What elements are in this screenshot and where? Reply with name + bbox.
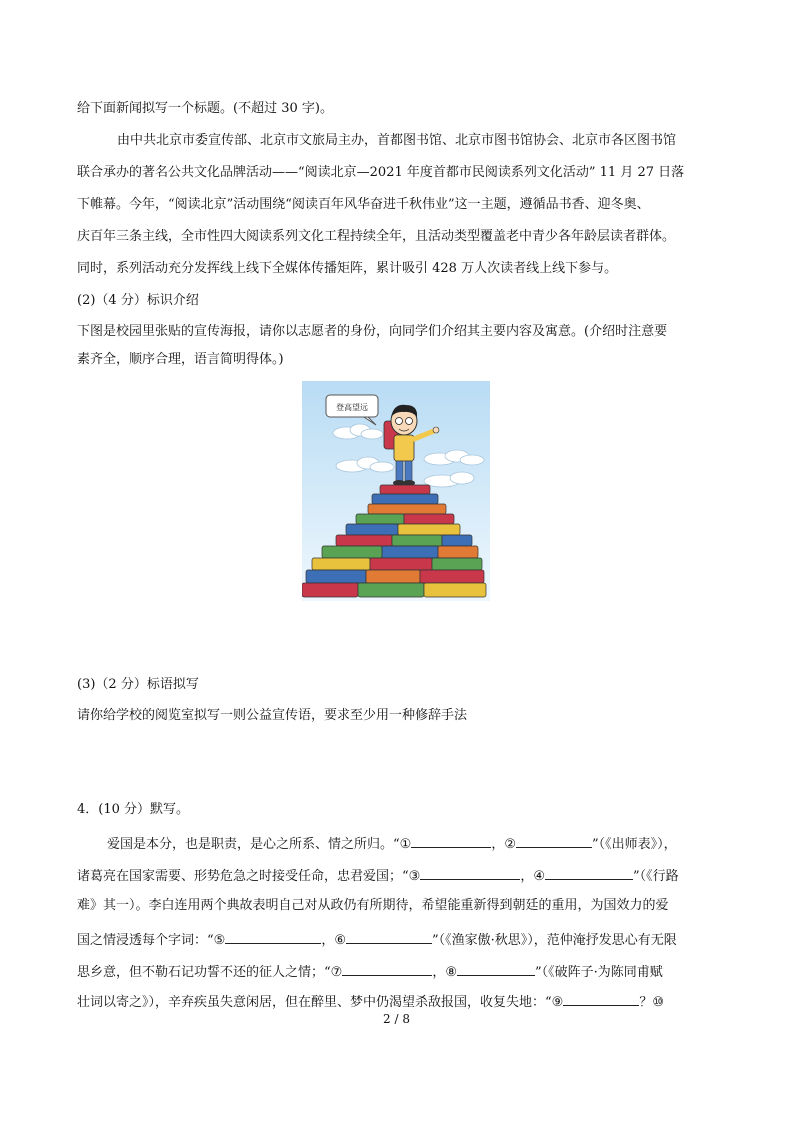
q4-heading: 4．(10 分）默写。	[77, 802, 190, 817]
q4-line-1	[107, 833, 677, 854]
answer-blank-7[interactable]	[342, 961, 432, 976]
answer-blank-8[interactable]	[457, 961, 535, 976]
q4-text: 爱国是本分，也是职责，是心之所系、情之所归。“	[107, 837, 400, 852]
answer-blank-9[interactable]	[563, 991, 639, 1006]
page-number: 2 / 8	[383, 1012, 410, 1026]
news-paragraph-line: 由中共北京市委宣传部、北京市文旅局主办，首都图书馆、北京市图书馆协会、北京市各区图书馆	[117, 133, 677, 148]
answer-blank-1[interactable]	[411, 833, 491, 848]
q4-text: ？	[639, 995, 653, 1010]
blank-number: ⑧	[445, 965, 457, 980]
q4-line-5	[77, 961, 663, 982]
blank-number: ③	[408, 869, 421, 884]
blank-number: ⑩	[652, 995, 664, 1010]
blank-number: ⑥	[334, 933, 346, 948]
q4-line-2	[77, 865, 679, 886]
q4-text: ，	[321, 933, 335, 948]
q4-text: ”（《破阵子·为陈同甫赋	[534, 965, 663, 980]
answer-blank-5[interactable]	[225, 929, 321, 944]
news-paragraph-line: 下帷幕。今年，“阅读北京”活动围绕“阅读百年风华奋进千秋伟业”这一主题，遵循品书香、迎冬奥、	[77, 197, 650, 212]
blank-number: ①	[399, 837, 412, 852]
news-paragraph-line: 联合承办的著名公共文化品牌活动——“阅读北京—2021 年度首都市民阅读系列文化活动” 11 月 27 日落	[77, 165, 685, 180]
q4-text: ，	[491, 837, 505, 852]
q4-text: ，	[520, 869, 534, 884]
q4-line-4	[77, 929, 677, 950]
answer-blank-6[interactable]	[346, 929, 432, 944]
q2-heading: (2)（4 分）标识介绍	[77, 293, 199, 308]
blank-number: ⑤	[213, 933, 226, 948]
q3-heading: (3)（2 分）标语拟写	[77, 677, 199, 692]
answer-blank-4[interactable]	[545, 865, 633, 880]
q4-text: 国之情浸透每个字词：“	[77, 933, 214, 948]
blank-number: ④	[533, 869, 545, 884]
poster-image	[302, 381, 490, 601]
q4-text: 诸葛亮在国家需要、形势危急之时接受任命，忠君爱国；“	[77, 869, 409, 884]
blank-number: ②	[504, 837, 516, 852]
q2-instruction: 素齐全，顺序合理，语言简明得体。)	[77, 352, 284, 367]
answer-blank-3[interactable]	[420, 865, 520, 880]
q3-instruction: 请你给学校的阅览室拟写一则公益宣传语，要求至少用一种修辞手法	[77, 708, 468, 723]
blank-number: ⑨	[551, 995, 564, 1010]
q4-text: ”（《出师表》），	[591, 837, 677, 852]
q4-text: ”（《渔家傲·秋思》），范仲淹抒发思心有无限	[431, 933, 677, 948]
poster-illustration	[302, 381, 490, 601]
q4-text: ”（《行路	[632, 869, 679, 884]
blank-number: ⑦	[330, 965, 343, 980]
q4-line-6	[77, 991, 664, 1012]
answer-blank-2[interactable]	[516, 833, 592, 848]
q4-line-3: 难》其一）。李白连用两个典故表明自己对从政仍有所期待，希望能重新得到朝廷的重用，为国效力的爱	[77, 898, 669, 913]
q4-text: ，	[432, 965, 446, 980]
q1-instruction: 给下面新闻拟写一个标题。(不超过 30 字)。	[77, 101, 333, 116]
news-paragraph-line: 庆百年三条主线，全市性四大阅读系列文化工程持续全年，且活动类型覆盖老中青少各年龄层读者群体。	[77, 229, 676, 244]
news-paragraph-line: 同时，系列活动充分发挥线上线下全媒体传播矩阵，累计吸引 428 万人次读者线上线下参与。	[77, 261, 618, 276]
q2-instruction: 下图是校园里张贴的宣传海报，请你以志愿者的身份，向同学们介绍其主要内容及寓意。(介绍时注意要	[77, 324, 668, 339]
speech-bubble-text: 登高望远	[336, 403, 368, 412]
q4-text: 思乡意，但不勒石记功誓不还的征人之情；“	[77, 965, 331, 980]
q4-text: 壮词以寄之》），辛弃疾虽失意闲居，但在醉里、梦中仍渴望杀敌报国，收复失地：“	[77, 995, 552, 1010]
